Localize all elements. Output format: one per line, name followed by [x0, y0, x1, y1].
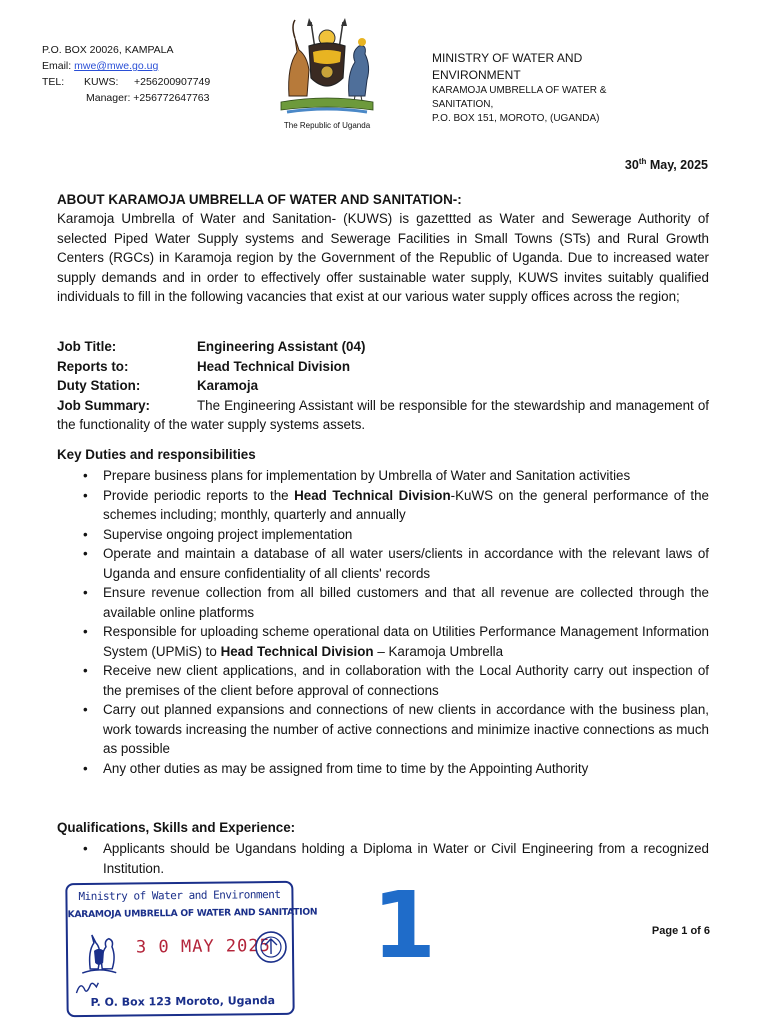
- job-title-row: [57, 337, 709, 357]
- stamp-emblem-icon: [76, 929, 123, 977]
- list-item: • Applicants should be Ugandans holding a Diploma in Water or Civil Engineering from a recognized Institution.: [83, 841, 709, 876]
- manager-phone-row: [42, 90, 210, 106]
- bullet-icon: •: [83, 760, 88, 776]
- tel-label: TEL:: [42, 76, 65, 88]
- manager-label: Manager:: [86, 92, 131, 104]
- page-indicator: Page 1 of 6: [651, 925, 710, 937]
- ministry-line-2: ENVIRONMENT: [432, 68, 521, 82]
- stamp-seal-icon: [254, 930, 288, 964]
- bullet-icon: •: [83, 585, 88, 600]
- manager-phone: +256772647763: [133, 92, 210, 104]
- contact-block: [42, 42, 210, 106]
- ministry-line-4: SANITATION,: [432, 99, 494, 110]
- email-link[interactable]: mwe@mwe.go.ug: [74, 60, 159, 72]
- job-summary: [57, 396, 709, 435]
- list-item: • Responsible for uploading scheme operational data on Utilities Performance Management Information System (UPMiS) to Head Technical Division – Karamoja Umbrella: [83, 624, 709, 659]
- kuws-phone-row: [42, 74, 210, 90]
- job-title-label: Job Title:: [57, 339, 117, 354]
- handwritten-page-number: 1: [372, 872, 437, 979]
- bullet-icon: •: [83, 624, 88, 639]
- bullet-icon: •: [83, 702, 88, 717]
- letter-date: 30th May, 2025: [624, 157, 708, 173]
- duties-title: Key Duties and responsibilities: [57, 447, 256, 462]
- duty-station-value: Karamoja: [197, 378, 259, 393]
- list-item: • Supervise ongoing project implementation: [57, 525, 709, 545]
- official-stamp: [65, 881, 318, 1017]
- coat-caption: The Republic of Uganda: [283, 121, 371, 130]
- uganda-coat-of-arms-icon: [271, 16, 383, 120]
- stamp-line-2: KARAMOJA UMBRELLA OF WATER AND SANITATION: [67, 906, 318, 921]
- bullet-icon: •: [83, 487, 88, 503]
- stamp-line-1: Ministry of Water and Environment: [78, 887, 281, 904]
- email-row: [42, 58, 210, 74]
- reports-to-label: Reports to:: [57, 358, 129, 374]
- kuws-phone: +256200907749: [134, 76, 211, 88]
- about-paragraph: Karamoja Umbrella of Water and Sanitation- (KUWS) is gazettted as Water and Sewerage Authority of selected Piped Water Supply systems and Sewerage Facilities in Small Towns (STs) and Rural Growth Centers (RGCs) in Karamoja region by the Government of the Republic of Uganda. Due to increased water supply demands and in order to effectively offer sustainable water supply, KUWS invites suitably qualified individuals to fill in the following vacancies that exist at our various water supply offices across the region;: [57, 211, 709, 304]
- ministry-line-3: KARAMOJA UMBRELLA OF WATER &: [432, 85, 607, 96]
- handwritten-initials-icon: [74, 979, 100, 997]
- bullet-icon: •: [83, 546, 88, 561]
- email-label: Email:: [42, 60, 72, 72]
- about-title: ABOUT KARAMOJA UMBRELLA OF WATER AND SANITATION-:: [57, 192, 462, 207]
- bullet-icon: •: [83, 468, 88, 483]
- list-item: • Carry out planned expansions and connections of new clients in accordance with the business plan, work towards increasing the number of active connections and minimize inactive connections as much as possible: [83, 702, 709, 756]
- job-summary-value: The Engineering Assistant will be responsible for the stewardship and management of the functionality of the water supply systems assets.: [57, 397, 709, 432]
- reports-to-row: [57, 357, 709, 377]
- list-item: • Ensure revenue collection from all billed customers and that all revenue are collected through the available online platforms: [83, 585, 709, 620]
- stamp-date: 3 0 MAY 2025: [135, 936, 271, 958]
- bullet-icon: •: [83, 841, 88, 856]
- bullet-icon: •: [83, 526, 88, 542]
- duty-station-row: [57, 376, 709, 396]
- duties-list: [57, 466, 709, 778]
- reports-to-value: Head Technical Division: [197, 358, 351, 374]
- coat-of-arms: [268, 16, 386, 130]
- list-item: • Provide periodic reports to the Head Technical Division-KuWS on the general performance of the schemes including; monthly, quarterly and annually: [83, 487, 710, 522]
- ministry-line-1: MINISTRY OF WATER AND: [432, 51, 583, 65]
- bullet-icon: •: [83, 663, 88, 678]
- ministry-header: [432, 50, 606, 126]
- job-summary-label: Job Summary:: [57, 397, 151, 413]
- list-item: • Any other duties as may be assigned from time to time by the Appointing Authority: [57, 759, 709, 779]
- list-item: • Receive new client applications, and in collaboration with the Local Authority carry out inspection of the premises of the client before approval of connections: [83, 663, 709, 698]
- list-item: • Operate and maintain a database of all water users/clients in accordance with the relevant laws of Uganda and ensure confidentiality of all clients' records: [83, 546, 709, 581]
- ministry-line-5: P.O. BOX 151, MOROTO, (UGANDA): [432, 113, 600, 124]
- job-details: [57, 337, 709, 435]
- duty-station-label: Duty Station:: [57, 378, 141, 393]
- stamp-line-3: P. O. Box 123 Moroto, Uganda: [90, 994, 276, 1009]
- list-item: • Prepare business plans for implementation by Umbrella of Water and Sanitation activities: [57, 466, 709, 486]
- qualifications-title: Qualifications, Skills and Experience:: [57, 820, 296, 835]
- po-box: P.O. BOX 20026, KAMPALA: [42, 44, 174, 56]
- job-title-value: Engineering Assistant (04): [197, 339, 366, 354]
- kuws-label: KUWS:: [84, 76, 119, 88]
